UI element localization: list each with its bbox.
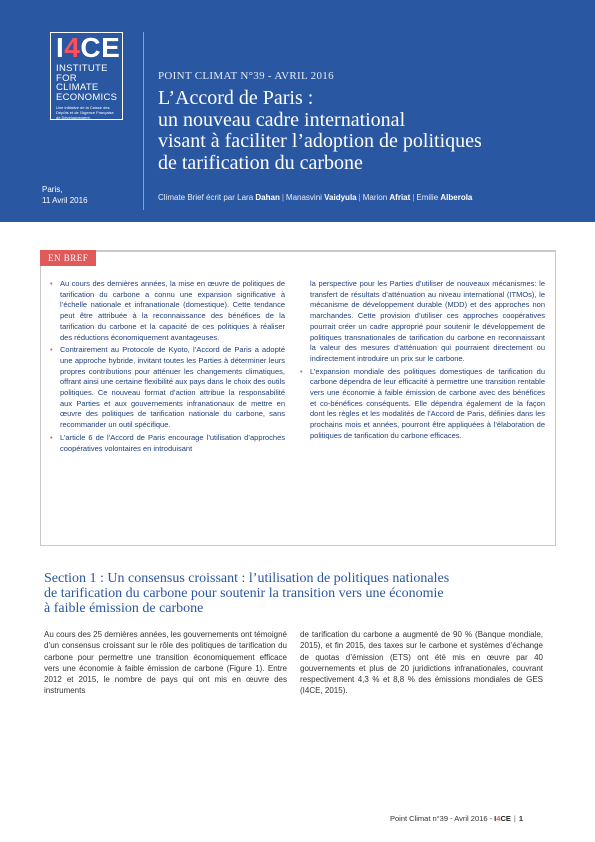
section-1-title	[44, 571, 559, 616]
authors-line: Climate Brief écrit par Lara Dahan | Manasvini Vaidyula | Marion Afriat | Emilie Alberola	[158, 193, 473, 202]
bullet-icon: •	[50, 432, 53, 442]
footer-brand: I4CE	[494, 814, 511, 823]
bref-bullet: • Contrairement au Protocole de Kyoto, l’Accord de Paris a adopté une approche hybride, invitant toutes les Parties à déterminer leurs propres contributions pour atténuer les changements climatiques, offrant ainsi une certaine flexibilité aux pays dans le choix des outils politiques. Ce nouveau format d’action attribue la responsabilité aux Parties et aux gouvernements infranationaux de mettre en œuvre des politiques de tarification nationale du carbone, sans recommander un outil spécifique.	[50, 345, 285, 430]
section-title-line: à faible émission de carbone	[44, 601, 204, 616]
section-title-line: Section 1 : Un consensus croissant : l’utilisation de politiques nationales	[44, 571, 450, 586]
i4ce-logo	[50, 32, 123, 120]
header-band	[0, 0, 595, 222]
author-vaidyula: Vaidyula	[324, 193, 357, 202]
title-line: de tarification du carbone	[158, 151, 363, 174]
footer-text: Point Climat n°39 - Avril 2016 -	[390, 814, 495, 823]
en-bref-column-2	[300, 279, 545, 444]
author-alberola: Alberola	[440, 193, 473, 202]
en-bref-tag: EN BREF	[40, 250, 96, 266]
title-line: L’Accord de Paris :	[158, 87, 314, 109]
logo-line-1: INSTITUTE FOR	[56, 63, 108, 84]
bref-continuation: la perspective pour les Parties d’utiliser de nouveaux mécanismes: le transfert de résultats d’atténuation au niveau international (ITMOs), le mécanisme de développement durable (MDD) et des approches non marchandes. Cette provision d’utiliser ces approches coopératives pourrait créer un cadre approprié pour soutenir le développement de politiques transnationales de tarification du carbone en reconnaissant la valeur des mesures d’atténuation qui pourraient directement ou indirectement introduire un prix sur le carbone.	[310, 279, 545, 363]
bref-bullet: • L’article 6 de l’Accord de Paris encourage l’utilisation d’approches coopératives volontaires en introduisant	[50, 432, 285, 453]
logo-line-3: ECONOMICS	[56, 91, 118, 103]
page-number: 1	[518, 814, 523, 823]
en-bref-top-rule	[40, 250, 556, 252]
date: 11 Avril 2016	[42, 196, 88, 205]
logo-mark: I4CE	[56, 32, 121, 63]
place-date	[42, 184, 88, 206]
bref-bullet: • L’expansion mondiale des politiques domestiques de tarification du carbone dépendra de leur efficacité à permettre une transition rentable vers une économie à faible émission de carbone avec des bénéfices et co-bénéfices conséquents. Elle dépendra également de la façon dont les règles et les modalités de l’Accord de Paris, définies dans les prochains mois et années, pourront être appliquées à l’élaboration de politiques de tarification du carbone efficaces.	[300, 366, 545, 440]
title-line: visant à faciliter l’adoption de politiques	[158, 130, 482, 152]
body-column-1: Au cours des 25 dernières années, les gouvernements ont témoigné d’un consensus croissant sur le rôle des politiques de tarification du carbone pour permettre une transition économiquement efficace vers une économie à faible émission de carbone (Figure 1). Entre 2012 et 2015, le nombre de pays qui ont mis en œuvre des instruments	[44, 630, 287, 696]
bullet-icon: •	[50, 279, 53, 288]
author-dahan: Dahan	[255, 193, 280, 202]
document-title	[158, 88, 578, 174]
series-label: POINT CLIMAT N°39 - AVRIL 2016	[158, 70, 334, 82]
bref-bullet: • Au cours des dernières années, la mise en œuvre de politiques de tarification du carbone a connu une expansion significative à l’échelle nationale et infranationale (domestique). Cette tendance peut être attribuée à la reconnaissance des bénéfices de la tarification du carbone et la capacité de ces politiques à réaliser des réductions économiquement avantageuses.	[50, 279, 285, 342]
bullet-icon: •	[300, 366, 303, 376]
author-afriat: Afriat	[389, 193, 411, 202]
logo-tagline: Une initiative de la Caisse des Dépôts et de l'Agence Française de Développement	[56, 105, 114, 120]
en-bref-column-1	[50, 279, 285, 456]
header-divider	[143, 32, 144, 210]
logo-line-2: CLIMATE	[56, 82, 99, 93]
place: Paris,	[42, 185, 63, 194]
title-line: un nouveau cadre international	[158, 108, 406, 131]
bullet-icon: •	[50, 345, 53, 355]
page-footer: Point Climat n°39 - Avril 2016 - I4CE | 1	[390, 814, 523, 823]
body-column-2: de tarification du carbone a augmenté de 90 % (Banque mondiale, 2015), et fin 2015, des taxes sur le carbone et systèmes d’échange de quotas d’émission (ETS) ont été mis en œuvre par 40 gouvernements et plus de 20 juridictions infranationales, couvrant respectivement 4,3 % et 8,8 % des émissions mondiales de GES (I4CE, 2015).	[300, 630, 543, 696]
section-title-line: de tarification du carbone pour soutenir la transition vers une économie	[44, 586, 444, 601]
